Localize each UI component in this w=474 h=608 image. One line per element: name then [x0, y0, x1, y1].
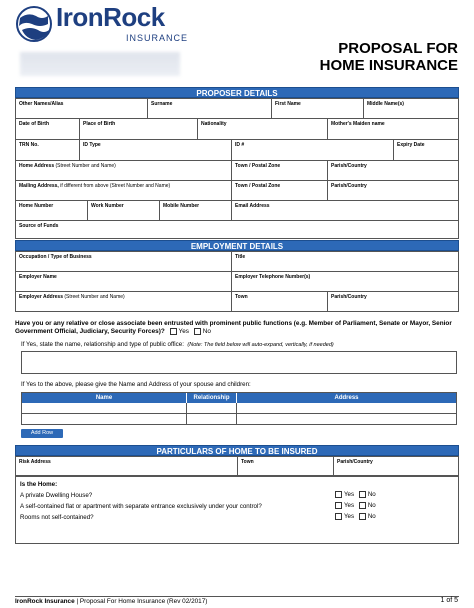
email-field[interactable]: Email Address — [232, 201, 458, 221]
brand-subtitle: INSURANCE — [126, 33, 189, 43]
home-address-field[interactable]: Home Address (Street Number and Name) — [16, 161, 232, 181]
other-names-field[interactable]: Other Names/Alias — [16, 99, 148, 119]
place-of-birth-field[interactable]: Place of Birth — [80, 119, 198, 140]
employment-details-heading: EMPLOYMENT DETAILS — [15, 240, 459, 251]
pep-if-yes-label: If Yes, state the name, relationship and type of public office: (Note: The field below will auto-expand, vertically, if needed) — [21, 341, 334, 348]
footer-divider — [15, 596, 459, 597]
home-parish-field[interactable]: Parish/Country — [328, 161, 458, 181]
trn-field[interactable]: TRN No. — [16, 140, 80, 161]
source-of-funds-field[interactable]: Source of Funds — [19, 223, 59, 229]
col-address-header: Address — [237, 393, 456, 403]
proposer-details-heading: PROPOSER DETAILS — [15, 87, 459, 98]
self-contained-flat-options: Yes No — [332, 502, 376, 509]
risk-parish-field[interactable]: Parish/Country — [337, 459, 373, 465]
home-type-panel — [15, 476, 459, 544]
row2-relationship-input[interactable] — [187, 414, 237, 424]
occupation-field[interactable]: Occupation / Type of Business — [16, 252, 232, 272]
job-title-field[interactable]: Title — [232, 252, 458, 272]
mailing-town-field[interactable]: Town / Postal Zone — [232, 181, 328, 201]
mobile-number-field[interactable]: Mobile Number — [160, 201, 232, 221]
rooms-not-self-contained-label: Rooms not self-contained? — [20, 514, 94, 521]
home-number-field[interactable]: Home Number — [16, 201, 88, 221]
private-dwelling-label: A private Dwelling House? — [20, 492, 93, 499]
public-office-textarea[interactable] — [21, 351, 457, 374]
employer-town-field[interactable]: Town — [232, 292, 328, 311]
private-dwelling-yes-checkbox[interactable] — [335, 491, 342, 498]
mothers-maiden-field[interactable]: Mother's Maiden name — [328, 119, 458, 140]
row1-name-input[interactable] — [22, 403, 187, 414]
col-relationship-header: Relationship — [187, 393, 237, 403]
self-contained-flat-label: A self-contained flat or apartment with separate entrance exclusively under your control? — [20, 503, 262, 510]
globe-logo-icon — [14, 4, 54, 44]
risk-address-table — [15, 456, 459, 476]
risk-address-field[interactable]: Risk Address — [16, 457, 238, 475]
footer-text: IronRock Insurance | Proposal For Home Insurance (Rev 02/2017) — [15, 598, 208, 605]
expiry-date-field[interactable]: Expiry Date — [394, 140, 458, 161]
spouse-prompt: If Yes to the above, please give the Name and Address of your spouse and children: — [21, 381, 251, 388]
employment-details-table — [15, 251, 459, 312]
dob-field[interactable]: Date of Birth — [16, 119, 80, 140]
page-title: PROPOSAL FOR HOME INSURANCE — [319, 40, 458, 74]
is-the-home-label: Is the Home: — [20, 481, 58, 488]
middle-names-field[interactable]: Middle Name(s) — [364, 99, 458, 119]
private-dwelling-options: Yes No — [332, 491, 376, 498]
employer-address-field[interactable]: Employer Address (Street Number and Name) — [16, 292, 232, 311]
private-dwelling-no-checkbox[interactable] — [359, 491, 366, 498]
row2-name-input[interactable] — [22, 414, 187, 424]
mailing-address-field[interactable]: Mailing Address, if different from above (Street Number and Name) — [16, 181, 232, 201]
add-row-button[interactable]: Add Row — [21, 429, 63, 438]
id-type-field[interactable]: ID Type — [80, 140, 232, 161]
row2-address-input[interactable] — [237, 414, 456, 424]
surname-field[interactable]: Surname — [148, 99, 272, 119]
row1-address-input[interactable] — [237, 403, 456, 414]
work-number-field[interactable]: Work Number — [88, 201, 160, 221]
pep-no-checkbox[interactable] — [194, 328, 201, 335]
mailing-parish-field[interactable]: Parish/Country — [328, 181, 458, 201]
nationality-field[interactable]: Nationality — [198, 119, 328, 140]
pep-question: Have you or any relative or close associate been entrusted with prominent public functions (e.g. Member of Parliament, Senate or Mayor, Senior Government Official, Judiciary, Security Forces)? Yes No — [15, 320, 452, 336]
id-number-field[interactable]: ID # — [232, 140, 394, 161]
proposer-details-table — [15, 98, 459, 239]
page-number: 1 of 5 — [440, 597, 458, 604]
rooms-not-self-contained-options: Yes No — [332, 513, 376, 520]
rooms-yes-checkbox[interactable] — [335, 513, 342, 520]
row1-relationship-input[interactable] — [187, 403, 237, 414]
rooms-no-checkbox[interactable] — [359, 513, 366, 520]
blurred-address — [20, 52, 180, 76]
brand-name: IronRock — [56, 2, 165, 32]
home-town-field[interactable]: Town / Postal Zone — [232, 161, 328, 181]
employer-name-field[interactable]: Employer Name — [16, 272, 232, 292]
spouse-children-table — [21, 392, 457, 425]
employer-parish-field[interactable]: Parish/Country — [331, 294, 367, 300]
employer-phone-field[interactable]: Employer Telephone Number(s) — [232, 272, 458, 292]
self-contained-flat-yes-checkbox[interactable] — [335, 502, 342, 509]
col-name-header: Name — [22, 393, 187, 403]
self-contained-flat-no-checkbox[interactable] — [359, 502, 366, 509]
risk-town-field[interactable]: Town — [238, 457, 334, 475]
first-name-field[interactable]: First Name — [272, 99, 364, 119]
pep-yes-checkbox[interactable] — [170, 328, 177, 335]
home-particulars-heading: PARTICULARS OF HOME TO BE INSURED — [15, 445, 459, 456]
